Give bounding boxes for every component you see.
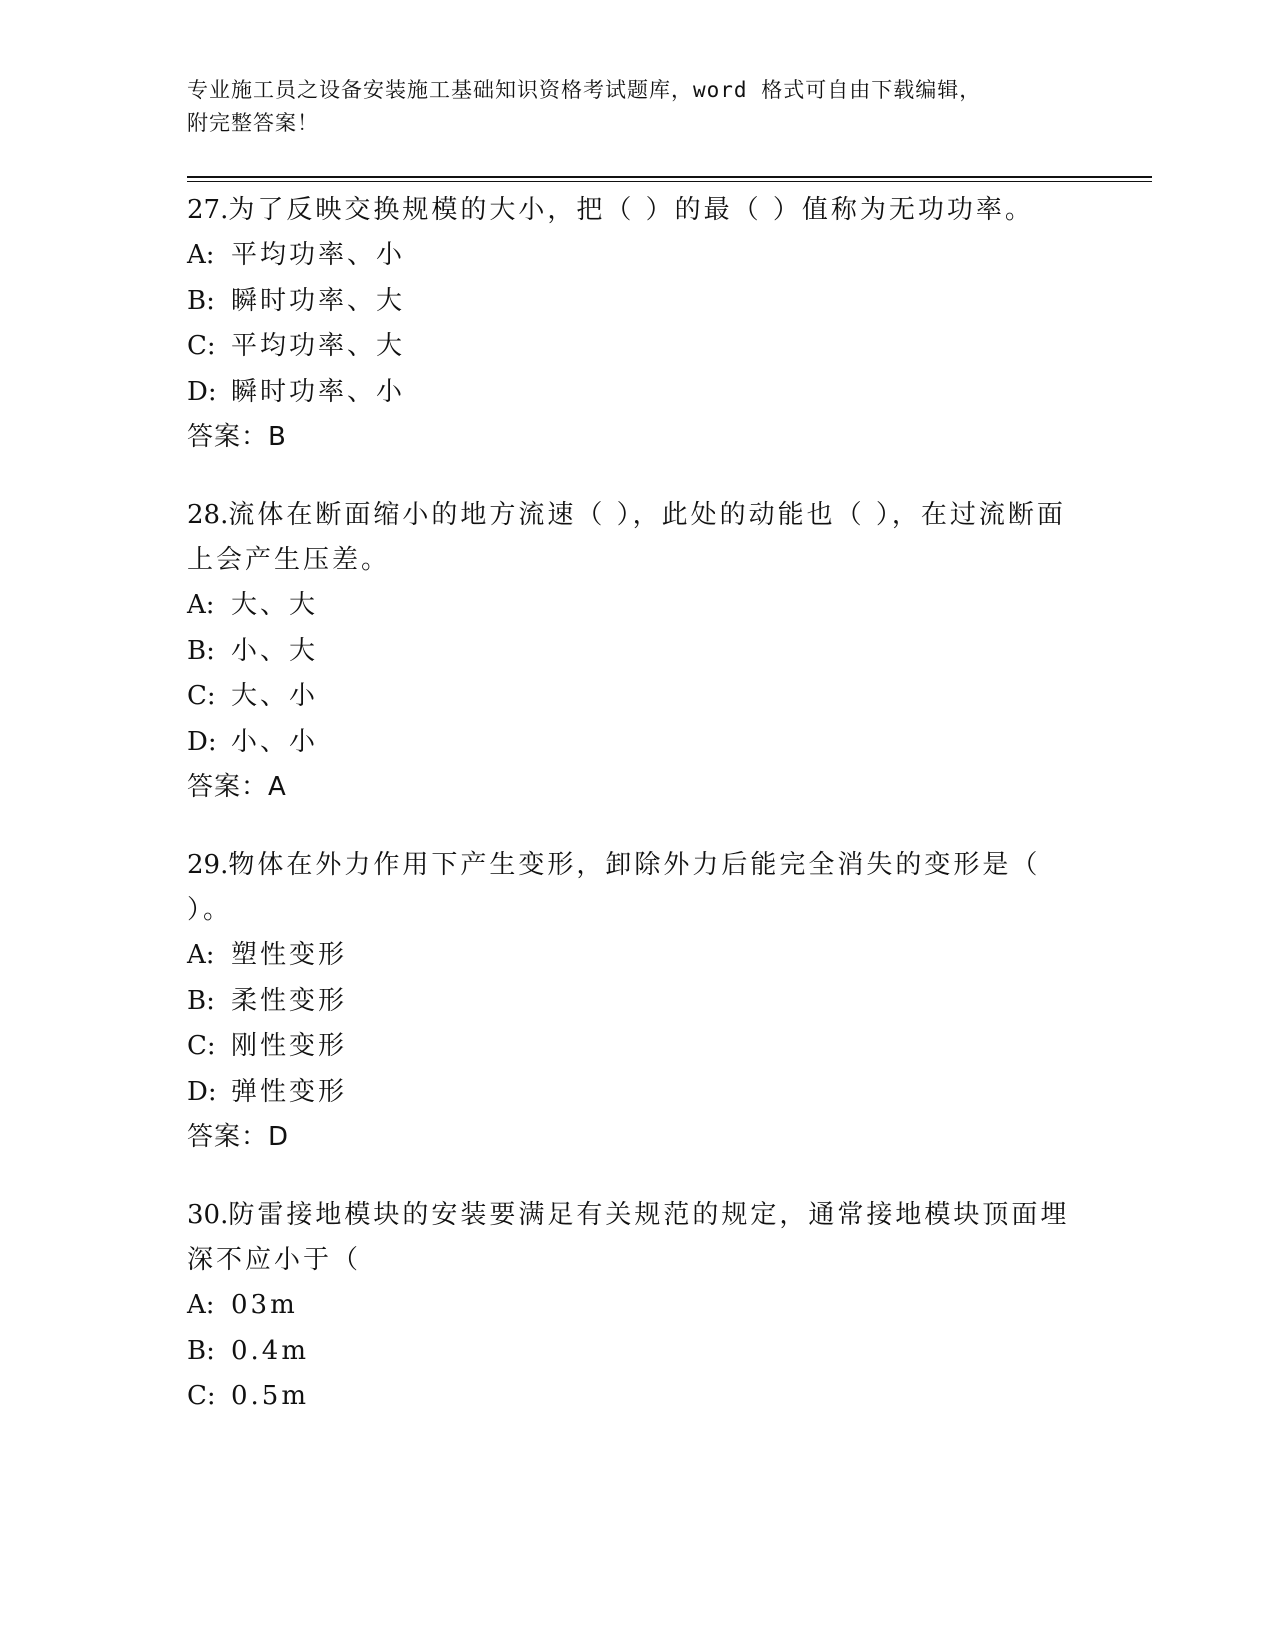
option-b — [187, 1329, 1087, 1375]
option-text: 03m — [231, 1290, 298, 1320]
answer-line: 答案：D — [187, 1122, 290, 1152]
option-key: B: — [187, 1335, 215, 1366]
header-divider-thin — [187, 181, 1152, 182]
answer-line: 答案：A — [187, 772, 287, 802]
header-line-1: 专业施工员之设备安装施工基础知识资格考试题库，word 格式可自由下载编辑， — [187, 78, 982, 102]
question-stem: 流体在断面缩小的地方流速（ ），此处的动能也（ ），在过流断面上会产生压差。 — [187, 500, 1066, 575]
question-text — [187, 188, 1087, 233]
question-list — [187, 188, 1087, 1453]
option-c — [187, 674, 1087, 720]
question-number: 30. — [187, 1200, 229, 1230]
option-c — [187, 324, 1087, 370]
option-key: B: — [187, 635, 215, 666]
option-c — [187, 1024, 1087, 1070]
header-divider-thick — [187, 176, 1152, 178]
option-text: 瞬时功率、大 — [231, 285, 406, 316]
option-a — [187, 583, 1087, 629]
option-text: 瞬时功率、小 — [231, 376, 406, 407]
question-number: 27. — [187, 195, 229, 225]
option-a — [187, 1283, 1087, 1329]
question-stem: 物体在外力作用下产生变形，卸除外力后能完全消失的变形是（ ）。 — [187, 850, 1041, 925]
option-text: 塑性变形 — [231, 940, 348, 970]
option-text: 刚性变形 — [231, 1031, 348, 1061]
question-27 — [187, 188, 1087, 460]
question-stem: 防雷接地模块的安装要满足有关规范的规定，通常接地模块顶面埋深不应小于（ — [187, 1200, 1070, 1275]
option-key: D: — [187, 376, 217, 407]
option-key: A: — [187, 940, 215, 970]
question-text — [187, 843, 1087, 933]
document-header — [187, 74, 1067, 140]
option-key: D: — [187, 1076, 217, 1107]
question-text — [187, 493, 1087, 583]
option-a — [187, 233, 1087, 279]
option-b — [187, 629, 1087, 675]
option-text: 小、小 — [231, 726, 319, 757]
answer-line: 答案：B — [187, 422, 287, 452]
option-text: 0.4m — [231, 1335, 310, 1366]
option-key: A: — [187, 590, 215, 620]
option-key: C: — [187, 1031, 216, 1061]
question-30 — [187, 1193, 1087, 1420]
option-b — [187, 979, 1087, 1025]
option-text: 小、大 — [231, 635, 319, 666]
question-text — [187, 1193, 1087, 1283]
option-key: B: — [187, 985, 215, 1016]
question-stem: 为了反映交换规模的大小，把（ ）的最（ ）值称为无功功率。 — [228, 195, 1034, 225]
option-text: 大、小 — [231, 681, 319, 711]
option-key: A: — [187, 240, 215, 270]
header-line-2: 附完整答案！ — [187, 111, 319, 135]
question-29 — [187, 843, 1087, 1160]
option-d — [187, 1070, 1087, 1116]
option-text: 大、大 — [231, 590, 319, 620]
question-number: 28. — [187, 500, 229, 530]
option-key: C: — [187, 1381, 216, 1411]
option-key: C: — [187, 681, 216, 711]
option-key: B: — [187, 285, 215, 316]
option-d — [187, 720, 1087, 766]
option-d — [187, 370, 1087, 416]
option-text: 0.5m — [231, 1381, 310, 1411]
option-key: D: — [187, 726, 217, 757]
option-text: 平均功率、小 — [231, 240, 406, 270]
option-a — [187, 933, 1087, 979]
option-text: 柔性变形 — [231, 985, 348, 1016]
option-b — [187, 279, 1087, 325]
option-key: A: — [187, 1290, 215, 1320]
question-28 — [187, 493, 1087, 810]
question-number: 29. — [187, 850, 229, 880]
option-text: 弹性变形 — [231, 1076, 348, 1107]
option-text: 平均功率、大 — [231, 331, 406, 361]
option-c — [187, 1374, 1087, 1420]
option-key: C: — [187, 331, 216, 361]
